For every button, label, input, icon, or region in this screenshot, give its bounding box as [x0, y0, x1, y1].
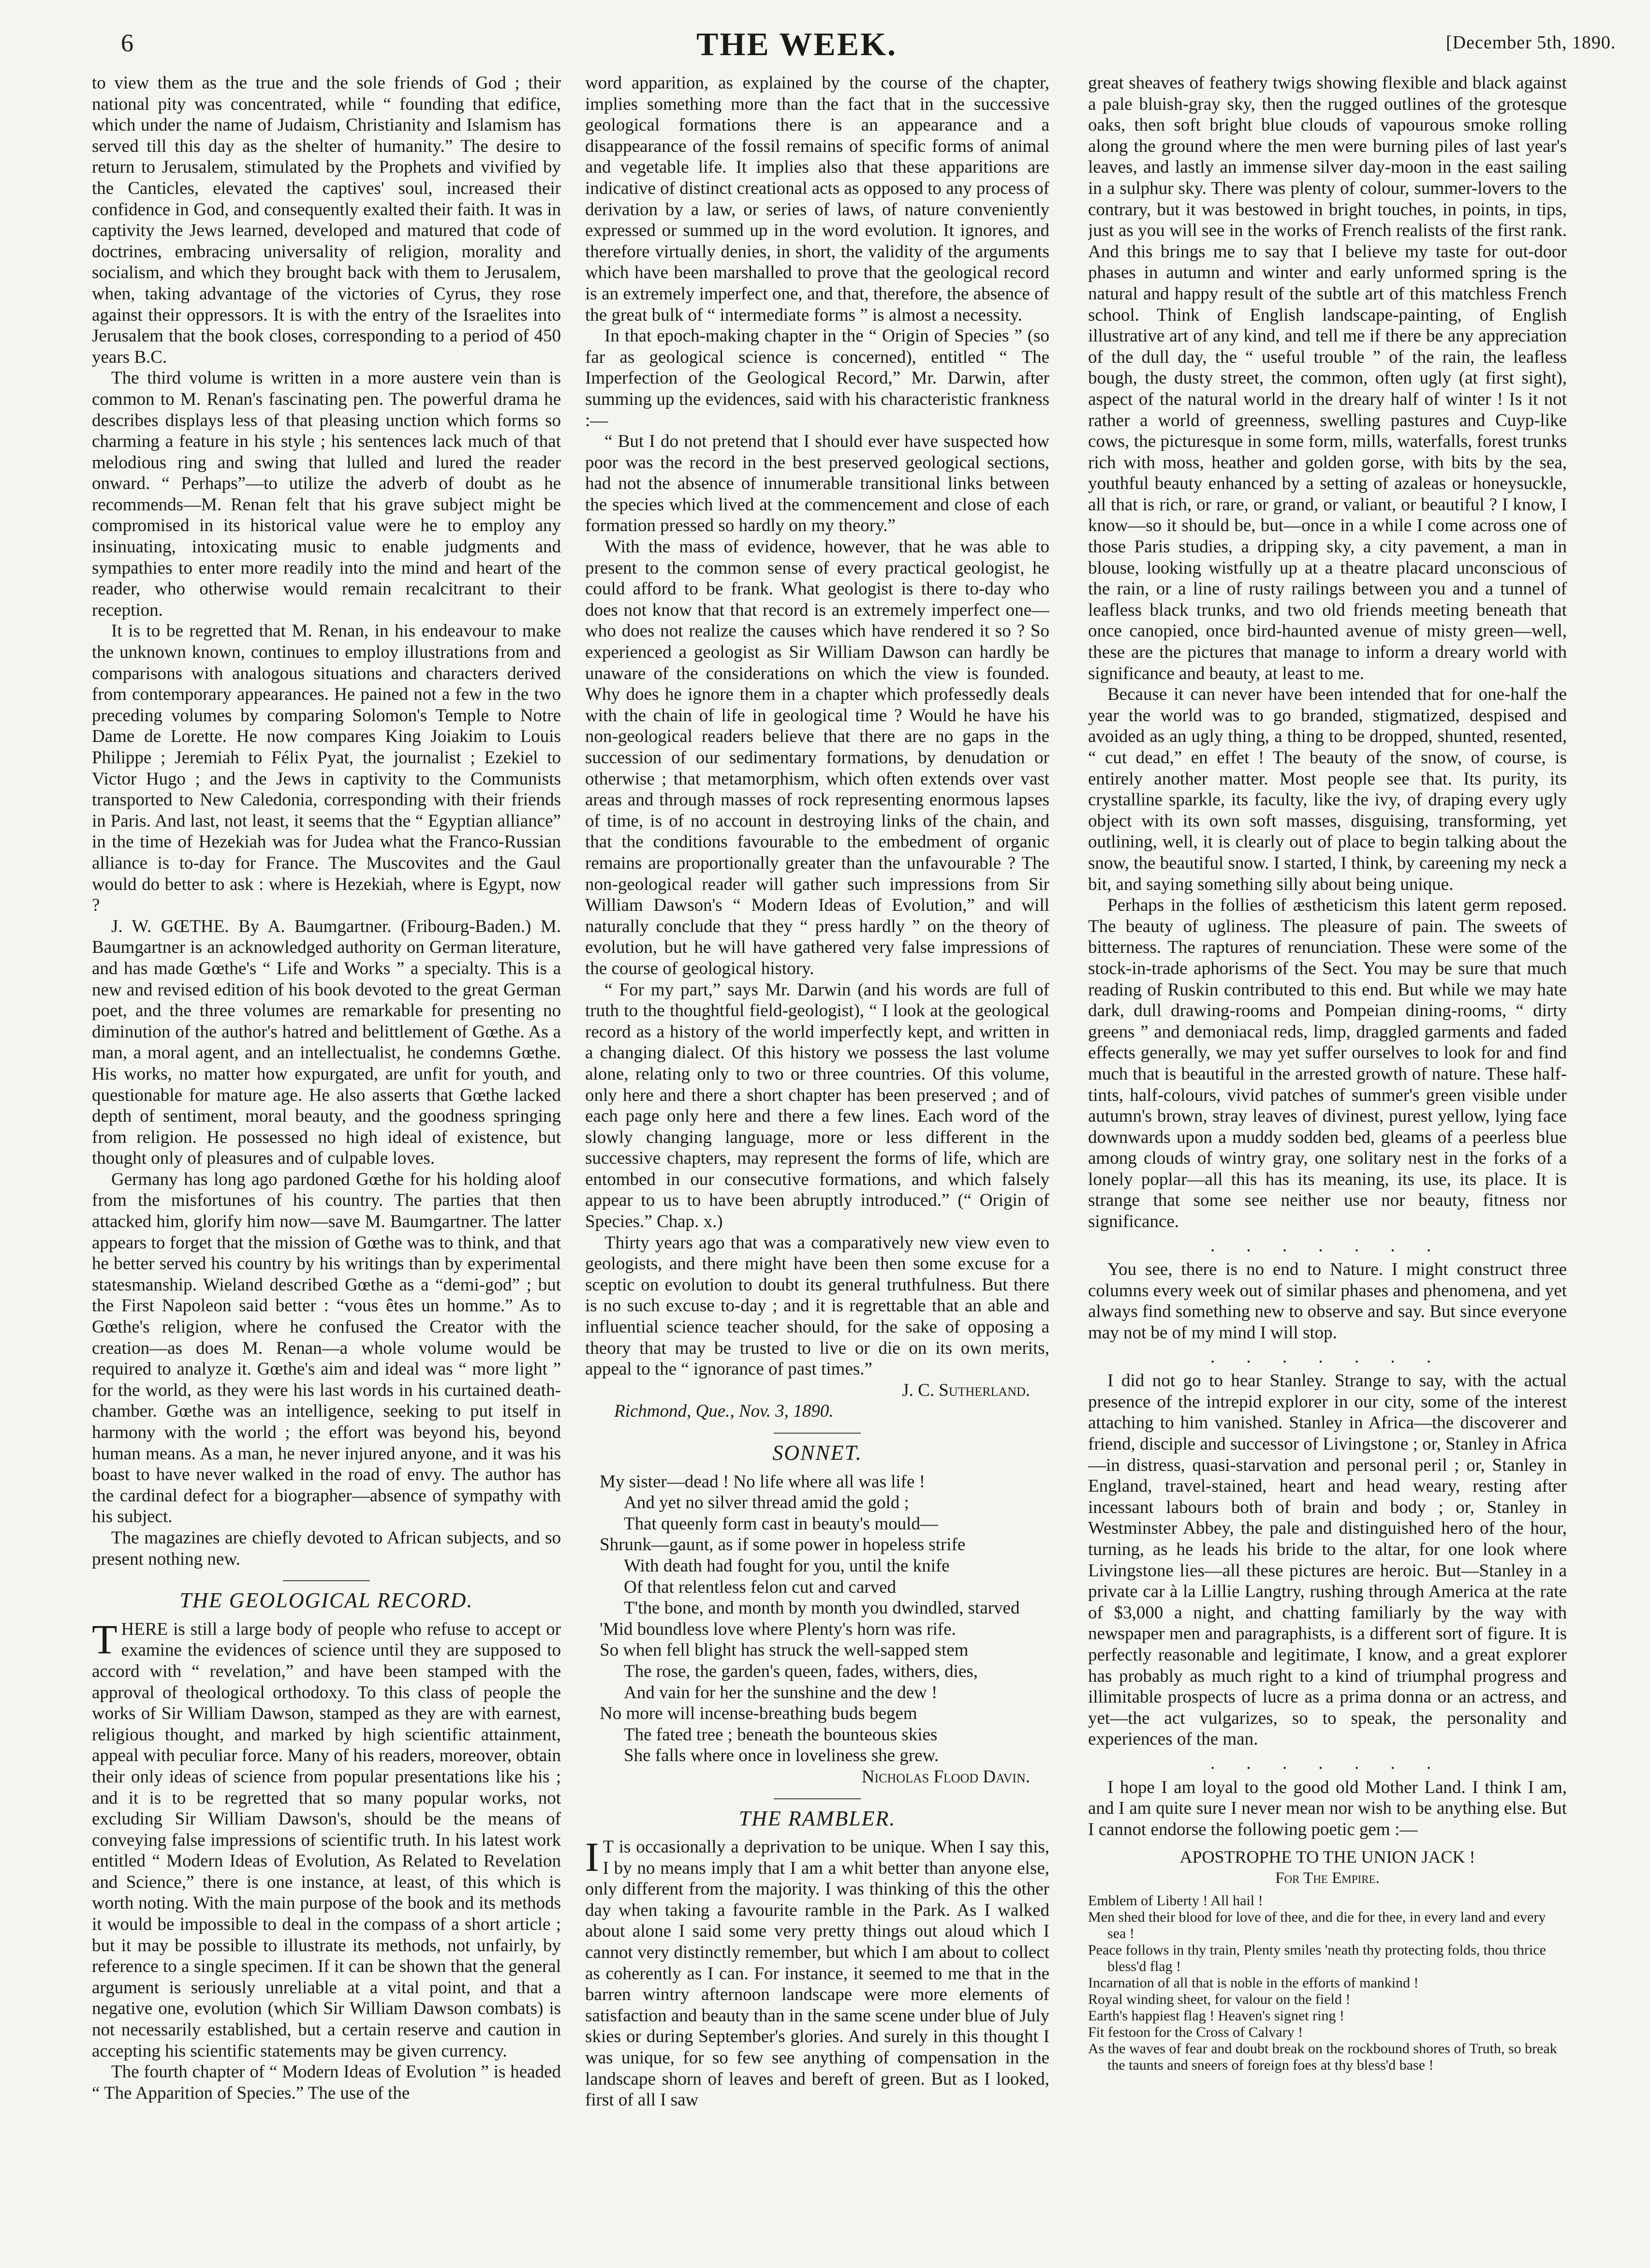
section-break: . . . . . . . [1210, 1753, 1445, 1773]
column-2 [585, 73, 1049, 2259]
section-break: . . . . . . . [1210, 1347, 1445, 1367]
paragraph: The magazines are chiefly devoted to African subjects, and so present nothing new. [92, 1527, 561, 1569]
author-signature: Nicholas Flood Davin. [861, 1766, 1030, 1787]
poem-line: 'Mid boundless love where Plenty's horn was rife. [600, 1619, 956, 1639]
section-divider [283, 1580, 370, 1581]
column-3 [1088, 73, 1567, 2259]
paragraph: to view them as the true and the sole friends of God ; their national pity was concentrated, while “ founding that edifice, which under the name of Judaism, Christianity and Islamism has served till this day as the shelter of humanity.” The desire to return to Jerusalem, stimulated by the Prophets and vivified by the Canticles, elevated the captives' soul, increased their confidence in God, and consequently exalted their faith. It was in captivity the Jews learned, developed and matured that code of doctrines, embracing universality of religion, morality and socialism, and which they brought back with them to Jerusalem, when, taking advantage of the victories of Cyrus, they rose against their oppressors. It is with the entry of the Israelites into Jerusalem that the book closes, corresponding to a period of 450 years B.C. [92, 73, 561, 367]
paragraph: Germany has long ago pardoned Gœthe for his holding aloof from the misfortunes of his country. The parties that then attacked him, glorify him now—save M. Baumgartner. The latter appears to forget that the mission of Gœthe was to think, and that he better served his country by his writings than by experimental statesmanship. Wieland described Gœthe as a “demi-god” ; but the First Napoleon said better : “vous êtes un homme.” As to Gœthe's religion, where he confused the Creator with the creation—as does M. Renan—a whole volume would be required to analyze it. Gœthe's aim and ideal was “ more light ” for the world, as they were his last words in his curtained death-chamber. Gœthe was an intelligence, seeking to put itself in harmony with the world ; the effort was beyond his, beyond human means. As a man, he never injured anyone, and it was his boast to have never walked in the road of envy. The author has the cardinal defect for a biographer—absence of sympathy with his subject. [92, 1169, 561, 1527]
poem-line: Incarnation of all that is noble in the efforts of mankind ! [1088, 1975, 1419, 1991]
poem-title: APOSTROPHE TO THE UNION JACK ! [1179, 1847, 1475, 1867]
paragraph: The third volume is written in a more austere vein than is common to M. Renan's fascinating pen. The powerful drama he describes displays less of that pleasing unction which forms so charming a feature in his style ; his sentences lack much of that melodious ring and swing that lulled and lured the reader onward. “ Perhaps”—to utilize the adverb of doubt as he recommends—M. Renan felt that his grave subject might be compromised in its historical value were he to employ any insinuating, intoxicating music to enable judgments and sympathies to enter more readily into the mind and heart of the reader, who otherwise would remain recalcitrant to their reception. [92, 368, 561, 620]
paragraph: I did not go to hear Stanley. Strange to say, with the actual presence of the intrepid explorer in our city, some of the interest attaching to him vanished. Stanley in Africa—the discoverer and friend, disciple and successor of Livingstone ; or, Stanley in Africa—in distress, quasi-starvation and personal peril ; or, Stanley in England, travel-stained, heart and head weary, resting after incessant labours both of brain and body ; or, Stanley in Westminster Abbey, the pale and distinguished hero of the hour, turning, as he leads his bride to the altar, for one look where Livingstone lies—all these pictures are heroic. But—Stanley in a private car à la Lillie Langtry, rushing through America at the rate of $3,000 a night, and chatting familiarly by the way with newspaper men and paragraphists, is a different sort of figure. It is perfectly reasonable and legitimate, I know, and a great explorer has probably as much right to a kind of triumphal progress and illimitable prospects of lucre as a prima donna or an actress, and yet—the act vulgarizes, so to speak, the personality and experiences of the man. [1088, 1371, 1567, 1749]
paragraph: You see, there is no end to Nature. I might construct three columns every week out of similar phases and phenomena, and yet always find something new to observe and say. But since everyone may not be of my mind I will stop. [1088, 1260, 1567, 1343]
poem-line: T'the bone, and month by month you dwindled, starved [624, 1598, 1020, 1618]
poem-subtitle: For The Empire. [1275, 1869, 1380, 1887]
section-title: THE RAMBLER. [738, 1806, 896, 1830]
poem-line: That queenly form cast in beauty's mould— [624, 1513, 938, 1534]
poem-line: With death had fought for you, until the knife [624, 1556, 950, 1576]
sonnet-poem [600, 1471, 1049, 1766]
poem-line: And yet no silver thread amid the gold ; [624, 1493, 909, 1513]
paragraph: IT is occasionally a deprivation to be unique. When I say this, I by no means imply that I am a whit better than anyone else, only different from the majority. I was thinking of this the other day when taking a favourite ramble in the Park. As I walked about alone I said some very pretty things out aloud which I cannot very distinctly remember, but which I am about to collect as coherently as I can. For instance, it seemed to me that in the barren wintry afternoon landscape were more elements of satisfaction and beauty than in the same scene under blue of July skies or during September's glories. And surely in this thought I was unique, for so few see anything of compensation in the landscape shorn of leaves and bereft of green. But as I looked, first of all I saw [585, 1834, 1049, 2110]
poem-line: The fated tree ; beneath the bounteous skies [624, 1724, 938, 1745]
apostrophe-poem [1088, 1893, 1567, 2074]
quotation: “ But I do not pretend that I should ever have suspected how poor was the record in the best preserved geological sections, had not the absence of innumerable transitional links between the species which lived at the commencement and close of each formation pressed so hardly on my theory.” [585, 431, 1049, 536]
dateline: Richmond, Que., Nov. 3, 1890. [614, 1401, 834, 1422]
column-1 [92, 73, 561, 2259]
page-number: 6 [121, 30, 133, 57]
masthead [0, 0, 1650, 73]
section-divider [774, 1433, 861, 1434]
section-title: SONNET. [772, 1441, 862, 1465]
paragraph: In that epoch-making chapter in the “ Origin of Species ” (so far as geological science is concerned), entitled “ The Imperfection of the Geological Record,” Mr. Darwin, after summing up the evidences, said with his characteristic frankness :— [585, 326, 1049, 430]
paragraph: The fourth chapter of “ Modern Ideas of Evolution ” is headed “ The Apparition of Species.” The use of the [92, 2062, 561, 2103]
poem-line: No more will incense-breathing buds begem [600, 1704, 917, 1724]
quotation: “ For my part,” says Mr. Darwin (and his words are full of truth to the thoughtful field-geologist), “ I look at the geological record as a history of the world imperfectly kept, and written in a changing dialect. Of this history we possess the last volume alone, relating only to two or three countries. Of this volume, only here and there a short chapter has been preserved ; and of each page only here and there a few lines. Each word of the slowly changing language, more or less different in the successive chapters, may represent the forms of life, which are entombed in our consecutive formations, and which falsely appear to us to have been abruptly introduced.” (“ Origin of Species.” Chap. x.) [585, 979, 1049, 1232]
paragraph: Thirty years ago that was a comparatively new view even to geologists, and there might have been then some excuse for a sceptic on evolution to doubt its general truthfulness. But there is no such excuse to-day ; and it is regrettable that an able and influential science teacher should, for the sake of opposing a theory that may be trusted to live or die on its own merits, appeal to the “ ignorance of past times.” [585, 1232, 1049, 1379]
paragraph: THERE is still a large body of people who refuse to accept or examine the evidences of science until they are supposed to accord with “ revelation,” and have been stamped with the approval of theological orthodoxy. To this class of people the works of Sir William Dawson, stamped as they are with earnest, religious thought, and marked by high scientific attainment, appeal with peculiar force. Many of his readers, moreover, obtain their only ideas of science from popular presentations like his ; and it is to be regretted that so many popular works, not excluding Sir William Dawson's, should be the means of conveying false impressions of scientific truth. In his latest work entitled “ Modern Ideas of Evolution, As Related to Revelation and Science,” there is one instance, at least, of this which is worth noting. With the main purpose of the book and its methods it would be impossible to deal in the compass of a short article ; but it may be possible to illustrate its methods, not unfairly, by reference to a single specimen. If it can be shown that the general argument is seriously unreliable at a vital point, and that a negative one, evolution (which Sir William Dawson combats) is not necessarily established, but a certain reserve and caution in accepting his scientific statements may be given currency. [92, 1616, 561, 2061]
paragraph: I hope I am loyal to the good old Mother Land. I think I am, and I am quite sure I never mean nor wish to be anything else. But I cannot endorse the following poetic gem :— [1088, 1777, 1567, 1839]
poem-line: Peace follows in thy train, Plenty smiles 'neath thy protecting folds, thou thrice bless'd flag ! [1088, 1942, 1546, 1975]
section-break: . . . . . . . [1210, 1235, 1445, 1256]
paragraph: Because it can never have been intended that for one-half the year the world was to go branded, stigmatized, despised and avoided as an ugly thing, a thing to be dropped, shunted, resented, “ cut dead,” en effet ! The beauty of the snow, of course, is entirely another matter. Most people see that. Its purity, its crystalline sparkle, its faculty, like the ivy, of draping every ugly object with its own soft masses, disguising, transforming, yet outlining, well, it is clearly out of place to begin talking about the snow, the beautiful snow. I started, I think, by careening my neck a bit, and saying something silly about being unique. [1088, 684, 1567, 894]
issue-date: [December 5th, 1890. [1446, 32, 1616, 53]
poem-line: Shrunk—gaunt, as if some power in hopeless strife [600, 1535, 966, 1555]
poem-line: Men shed their blood for love of thee, and die for thee, in every land and every sea ! [1088, 1909, 1546, 1942]
paragraph: word apparition, as explained by the course of the chapter, implies something more than the fact that in the successive geological formations there is an appearance and a disappearance of the fossil remains of specific forms of animal and vegetable life. It implies also that these apparitions are indicative of distinct creational acts as opposed to any process of derivation by a law, or series of laws, of nature conveniently expressed or summed up in the word evolution. It ignores, and therefore virtually denies, in short, the validity of the arguments which have been marshalled to prove that the geological record is an extremely imperfect one, and that, therefore, the absence of the great bulk of “ intermediate forms ” is almost a necessity. [585, 73, 1049, 325]
section-title: THE GEOLOGICAL RECORD. [179, 1588, 473, 1613]
section-divider [774, 1798, 861, 1799]
paragraph: It is to be regretted that M. Renan, in his endeavour to make the unknown known, continues to employ illustrations from and comparisons with analogous situations and characters derived from contemporary appearances. He pained not a few in the two preceding volumes by comparing Solomon's Temple to Notre Dame de Lorette. He now compares King Joiakim to Louis Philippe ; Jeremiah to Félix Pyat, the journalist ; Ezekiel to Victor Hugo ; and the Jews in captivity to the Communists transported to New Caledonia, corresponding with their friends in Paris. And last, not least, it seems that the “ Egyptian alliance” in the time of Hezekiah was for Judea what the Franco-Russian alliance is to-day for France. The Muscovites and the Gaul would do better to ask : where is Hezekiah, where is Egypt, now ? [92, 621, 561, 916]
publication-title: THE WEEK. [696, 26, 897, 62]
poem-line: Of that relentless felon cut and carved [624, 1577, 896, 1597]
author-signature: J. C. Sutherland. [902, 1380, 1030, 1400]
poem-line: As the waves of fear and doubt break on the rockbound shores of Truth, so break the taunts and sneers of foreign foes at thy bless'd base ! [1088, 2041, 1557, 2074]
paragraph: With the mass of evidence, however, that he was able to present to the common sense of every practical geologist, he could afford to be frank. What geologist is there to-day who does not know that that record is an extremely imperfect one—who does not realize the causes which have rendered it so ? So experienced a geologist as Sir William Dawson can hardly be unaware of the considerations on which the view is founded. Why does he ignore them in a chapter which professedly deals with the chain of life in geological time ? Would he have his non-geological readers believe that there are no gaps in the succession of our sedimentary formations, by denudation or otherwise ; that metamorphism, which often extends over vast areas and through masses of rock representing enormous lapses of time, is of no account in destroying links of the chain, and that the conditions favourable to the embedment of organic remains are proportionally greater than the unfavourable ? The non-geological reader will gather such impressions from Sir William Dawson's “ Modern Ideas of Evolution,” and will naturally conclude that they “ press hardly ” on the theory of evolution, but he will have gathered very false impressions of the course of geological history. [585, 537, 1049, 978]
poem-line: Emblem of Liberty ! All hail ! [1088, 1893, 1263, 1909]
poem-line: So when fell blight has struck the well-sapped stem [600, 1640, 969, 1660]
poem-line: The rose, the garden's queen, fades, withers, dies, [624, 1661, 978, 1681]
poem-line: Fit festoon for the Cross of Calvary ! [1088, 2024, 1303, 2041]
poem-line: She falls where once in loveliness she grew. [624, 1746, 939, 1766]
paragraph: J. W. GŒTHE. By A. Baumgartner. (Fribourg-Baden.) M. Baumgartner is an acknowledged authority on German literature, and has made Gœthe's “ Life and Works ” a specialty. This is a new and revised edition of his book devoted to the great German poet, and the three volumes are remarkable for presenting no diminution of the author's hatred and belittlement of Gœthe. As a man, a moral agent, and an intellectualist, he condemns Gœthe. His works, no matter how expurgated, are unfit for youth, and questionable for mature age. He also asserts that Gœthe lacked depth of sentiment, moral beauty, and the goodness springing from religion. He possessed no high ideal of existence, but thought only of pleasures and of culpable loves. [92, 916, 561, 1169]
paragraph: great sheaves of feathery twigs showing flexible and black against a pale bluish-gray sky, then the rugged outlines of the grotesque oaks, then soft bright blue clouds of vapourous smoke rolling along the ground where the men were burning piles of last year's leaves, and lastly an immense silver day-moon in the east sailing in a sulphur sky. There was plenty of colour, summer-lovers to the contrary, but it was bestowed in bright touches, in points, in tips, just as you will see in the works of French realists of the first rank. And this brings me to say that I believe my taste for out-door phases in autumn and winter and early unformed spring is the natural and happy result of the subtle art of this matchless French school. Think of English landscape-painting, of English illustrative art of any kind, and tell me if there be any appreciation of the dull day, the “ useful trouble ” of the rain, the leafless bough, the dusty street, the common, often ugly (at first sight), aspect of the natural world in the dreary half of winter ! Is it not rather a world of greenness, swelling pastures and Cuyp-like cows, the picturesque in some form, mills, waterfalls, forest trunks rich with moss, heather and golden gorse, with bits by the sea, youthful beauty enhanced by a setting of azaleas or honeysuckle, all that is rich, or rare, or grand, or valiant, or beautiful ? I know, I know—so it should be, but—once in a while I come across one of those Paris studies, a dripping sky, a city pavement, a man in blouse, looking wistfully up at a theatre placard unconscious of the rain, or a line of rusty railings between you and a tunnel of leafless black trunks, and two old friends meeting beneath that once canopied, once bird-haunted avenue of misty green—well, these are the pictures that manage to inform a dreary world with significance and beauty, at least to me. [1088, 73, 1567, 683]
paragraph: Perhaps in the follies of æstheticism this latent germ reposed. The beauty of ugliness. The pleasure of pain. The sweets of bitterness. The raptures of renunciation. These were some of the stock-in-trade aphorisms of the Sect. You may be sure that much reading of Ruskin contributed to this end. But while we may hate dark, dull drawing-rooms and Pompeian dining-rooms, “ dirty greens ” and demoniacal reds, limp, draggled garments and faded effects generally, we may yet suffer ourselves to look for and find much that is beautiful in the arrested growth of nature. These half-tints, half-colours, vivid patches of summer's green visible under autumn's brown, stray leaves of divinest, purest yellow, lying face downwards upon a muddy sodden bed, gleams of a peerless blue among clouds of wintry gray, one solitary nest in the forks of a lonely poplar—all this has its meaning, its use, its place. It is strange that some see neither use nor beauty, fitness nor significance. [1088, 895, 1567, 1232]
poem-line: My sister—dead ! No life where all was life ! [600, 1471, 925, 1492]
poem-line: Royal winding sheet, for valour on the field ! [1088, 1991, 1351, 2008]
poem-line: Earth's happiest flag ! Heaven's signet ring ! [1088, 2008, 1344, 2024]
poem-line: And vain for her the sunshine and the dew ! [624, 1682, 938, 1703]
